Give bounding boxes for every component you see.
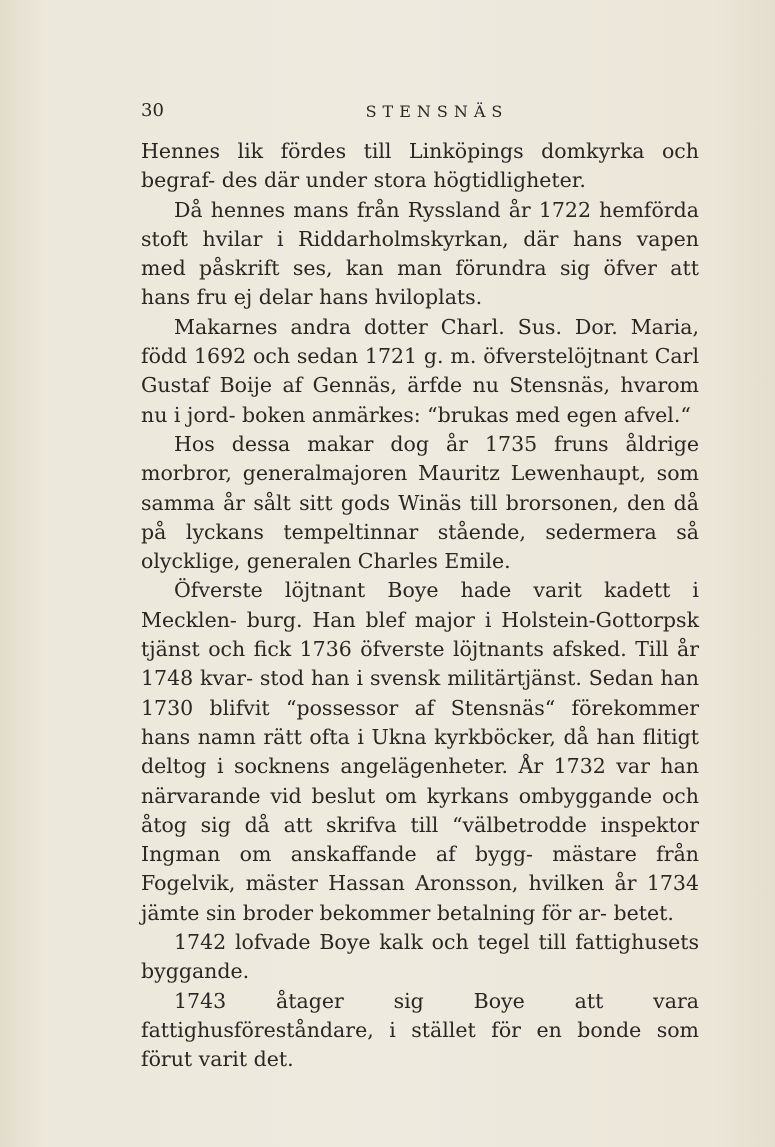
paragraph: Hos dessa makar dog år 1735 fruns åldrige morbror, generalmajoren Mauritz Lewenhaupt, som samma år sålt sitt gods Winäs till brorsonen, den då på lyckans tempeltinnar stående, sedermera så olycklige, generalen Charles Emile. [141,431,699,574]
page-number: 30 [141,100,164,121]
paragraph: Makarnes andra dotter Charl. Sus. Dor. Maria, född 1692 och sedan 1721 g. m. öfverstelöjtnant Carl Gustaf Boije af Gennäs, ärfde nu Stensnäs, hvarom nu i jord- boken anmärkes: “brukas med egen afvel.“ [141,314,699,427]
body-text [141,137,699,1075]
page-header [141,100,701,130]
running-head: STENSNÄS [365,102,509,121]
paragraph: Då hennes mans från Ryssland år 1722 hemförda stoft hvilar i Riddarholmskyrkan, där hans vapen med påskrift ses, kan man förundra sig öfver att hans fru ej delar hans hviloplats. [141,197,699,310]
paragraph: Öfverste löjtnant Boye hade varit kadett i Mecklen- burg. Han blef major i Holstein-Gottorpsk tjänst och fick 1736 öfverste löjtnants afsked. Till år 1748 kvar- stod han i svensk militärtjänst. Sedan han 1730 blifvit “possessor af Stensnäs“ förekommer hans namn rätt ofta i Ukna kyrkböcker, då han flitigt deltog i socknens angelägenheter. År 1732 var han närvarande vid beslut om kyrkans ombyggande och åtog sig då att skrifva till “välbetrodde inspektor Ingman om anskaffande af bygg- mästare från Fogelvik, mäster Hassan Aronsson, hvilken år 1734 jämte sin broder bekommer betalning för ar- betet. [141,578,699,925]
paragraph: Hennes lik fördes till Linköpings domkyrka och begraf- des där under stora högtidligheter. [141,139,699,193]
paragraph: 1742 lofvade Boye kalk och tegel till fattighusets byggande. [141,930,699,984]
paragraph: 1743 åtager sig Boye att vara fattighusföreståndare, i stället för en bonde som förut varit det. [141,988,699,1072]
